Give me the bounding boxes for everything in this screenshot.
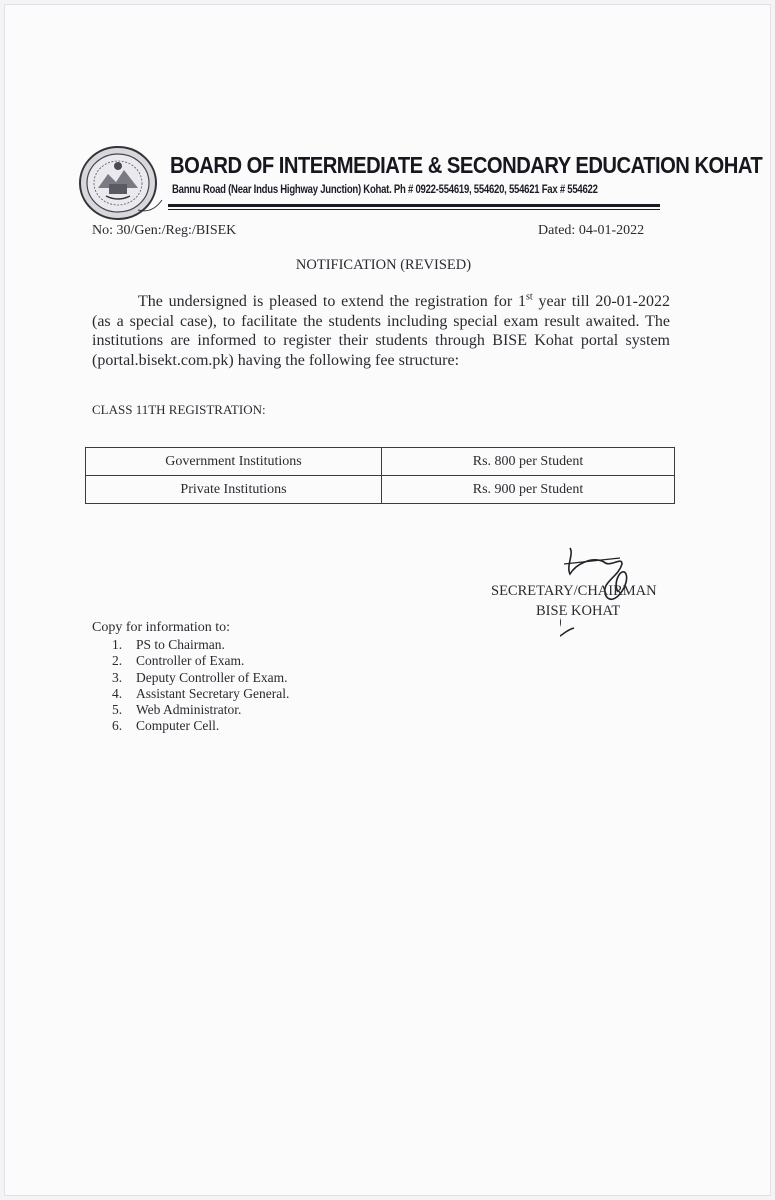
list-item-text: Web Administrator. <box>136 702 242 718</box>
registration-label: CLASS 11TH REGISTRATION: <box>92 402 266 417</box>
notification-title: NOTIFICATION (REVISED) <box>295 257 472 273</box>
list-item-number: 3. <box>112 669 123 685</box>
board-seal-logo <box>78 144 164 222</box>
institution-cell: Private Institutions <box>86 476 382 504</box>
body-text-part1: The undersigned is pleased to extend the registration for 1 <box>138 293 526 310</box>
signatory-subtitle: BISE KOHAT <box>536 603 621 619</box>
fee-cell: Rs. 800 per Student <box>382 448 675 476</box>
list-item-number: 5. <box>112 702 123 718</box>
notification-body <box>92 292 670 370</box>
body-text-superscript: st <box>526 291 533 303</box>
copy-to-list <box>112 637 289 735</box>
list-item <box>112 686 289 702</box>
list-item-number: 2. <box>112 653 123 669</box>
body-text-part2: year till 20-01-2022 (as a special case), to facilitate the students including special exam result awaited. The institutions are informed to register their students through BISE Kohat portal system (portal.bisekt.com.pk) having the following fee structure: <box>92 293 671 369</box>
letterhead-rule-thin <box>168 209 660 210</box>
list-item-text: PS to Chairman. <box>136 637 225 652</box>
signatory-title: SECRETARY/CHAIRMAN <box>491 583 657 599</box>
reference-number: No: 30/Gen:/Reg:/BISEK <box>92 223 237 238</box>
organization-name: BOARD OF INTERMEDIATE & SECONDARY EDUCATION KOHAT <box>170 152 763 178</box>
list-item <box>112 718 289 734</box>
institution-cell: Government Institutions <box>86 448 382 476</box>
list-item-text: Controller of Exam. <box>136 653 245 669</box>
copy-to-heading: Copy for information to: <box>92 620 231 635</box>
fee-cell: Rs. 900 per Student <box>382 476 675 504</box>
list-item <box>112 670 289 686</box>
list-item-number: 4. <box>112 685 123 701</box>
list-item-number: 1. <box>112 637 123 652</box>
table-row <box>86 448 675 476</box>
organization-address: Bannu Road (Near Indus Highway Junction) Kohat. Ph # 0922-554619, 554620, 554621 Fax # 554622 <box>172 184 598 196</box>
fee-table <box>85 447 675 504</box>
list-item-text: Deputy Controller of Exam. <box>136 669 288 685</box>
list-item <box>112 637 289 653</box>
notification-date: Dated: 04-01-2022 <box>538 223 645 238</box>
list-item-text: Computer Cell. <box>136 718 220 734</box>
letterhead-rule-thick <box>168 204 660 207</box>
list-item <box>112 702 289 718</box>
list-item <box>112 653 289 669</box>
table-row <box>86 476 675 504</box>
list-item-text: Assistant Secretary General. <box>136 685 290 701</box>
list-item-number: 6. <box>112 718 123 734</box>
